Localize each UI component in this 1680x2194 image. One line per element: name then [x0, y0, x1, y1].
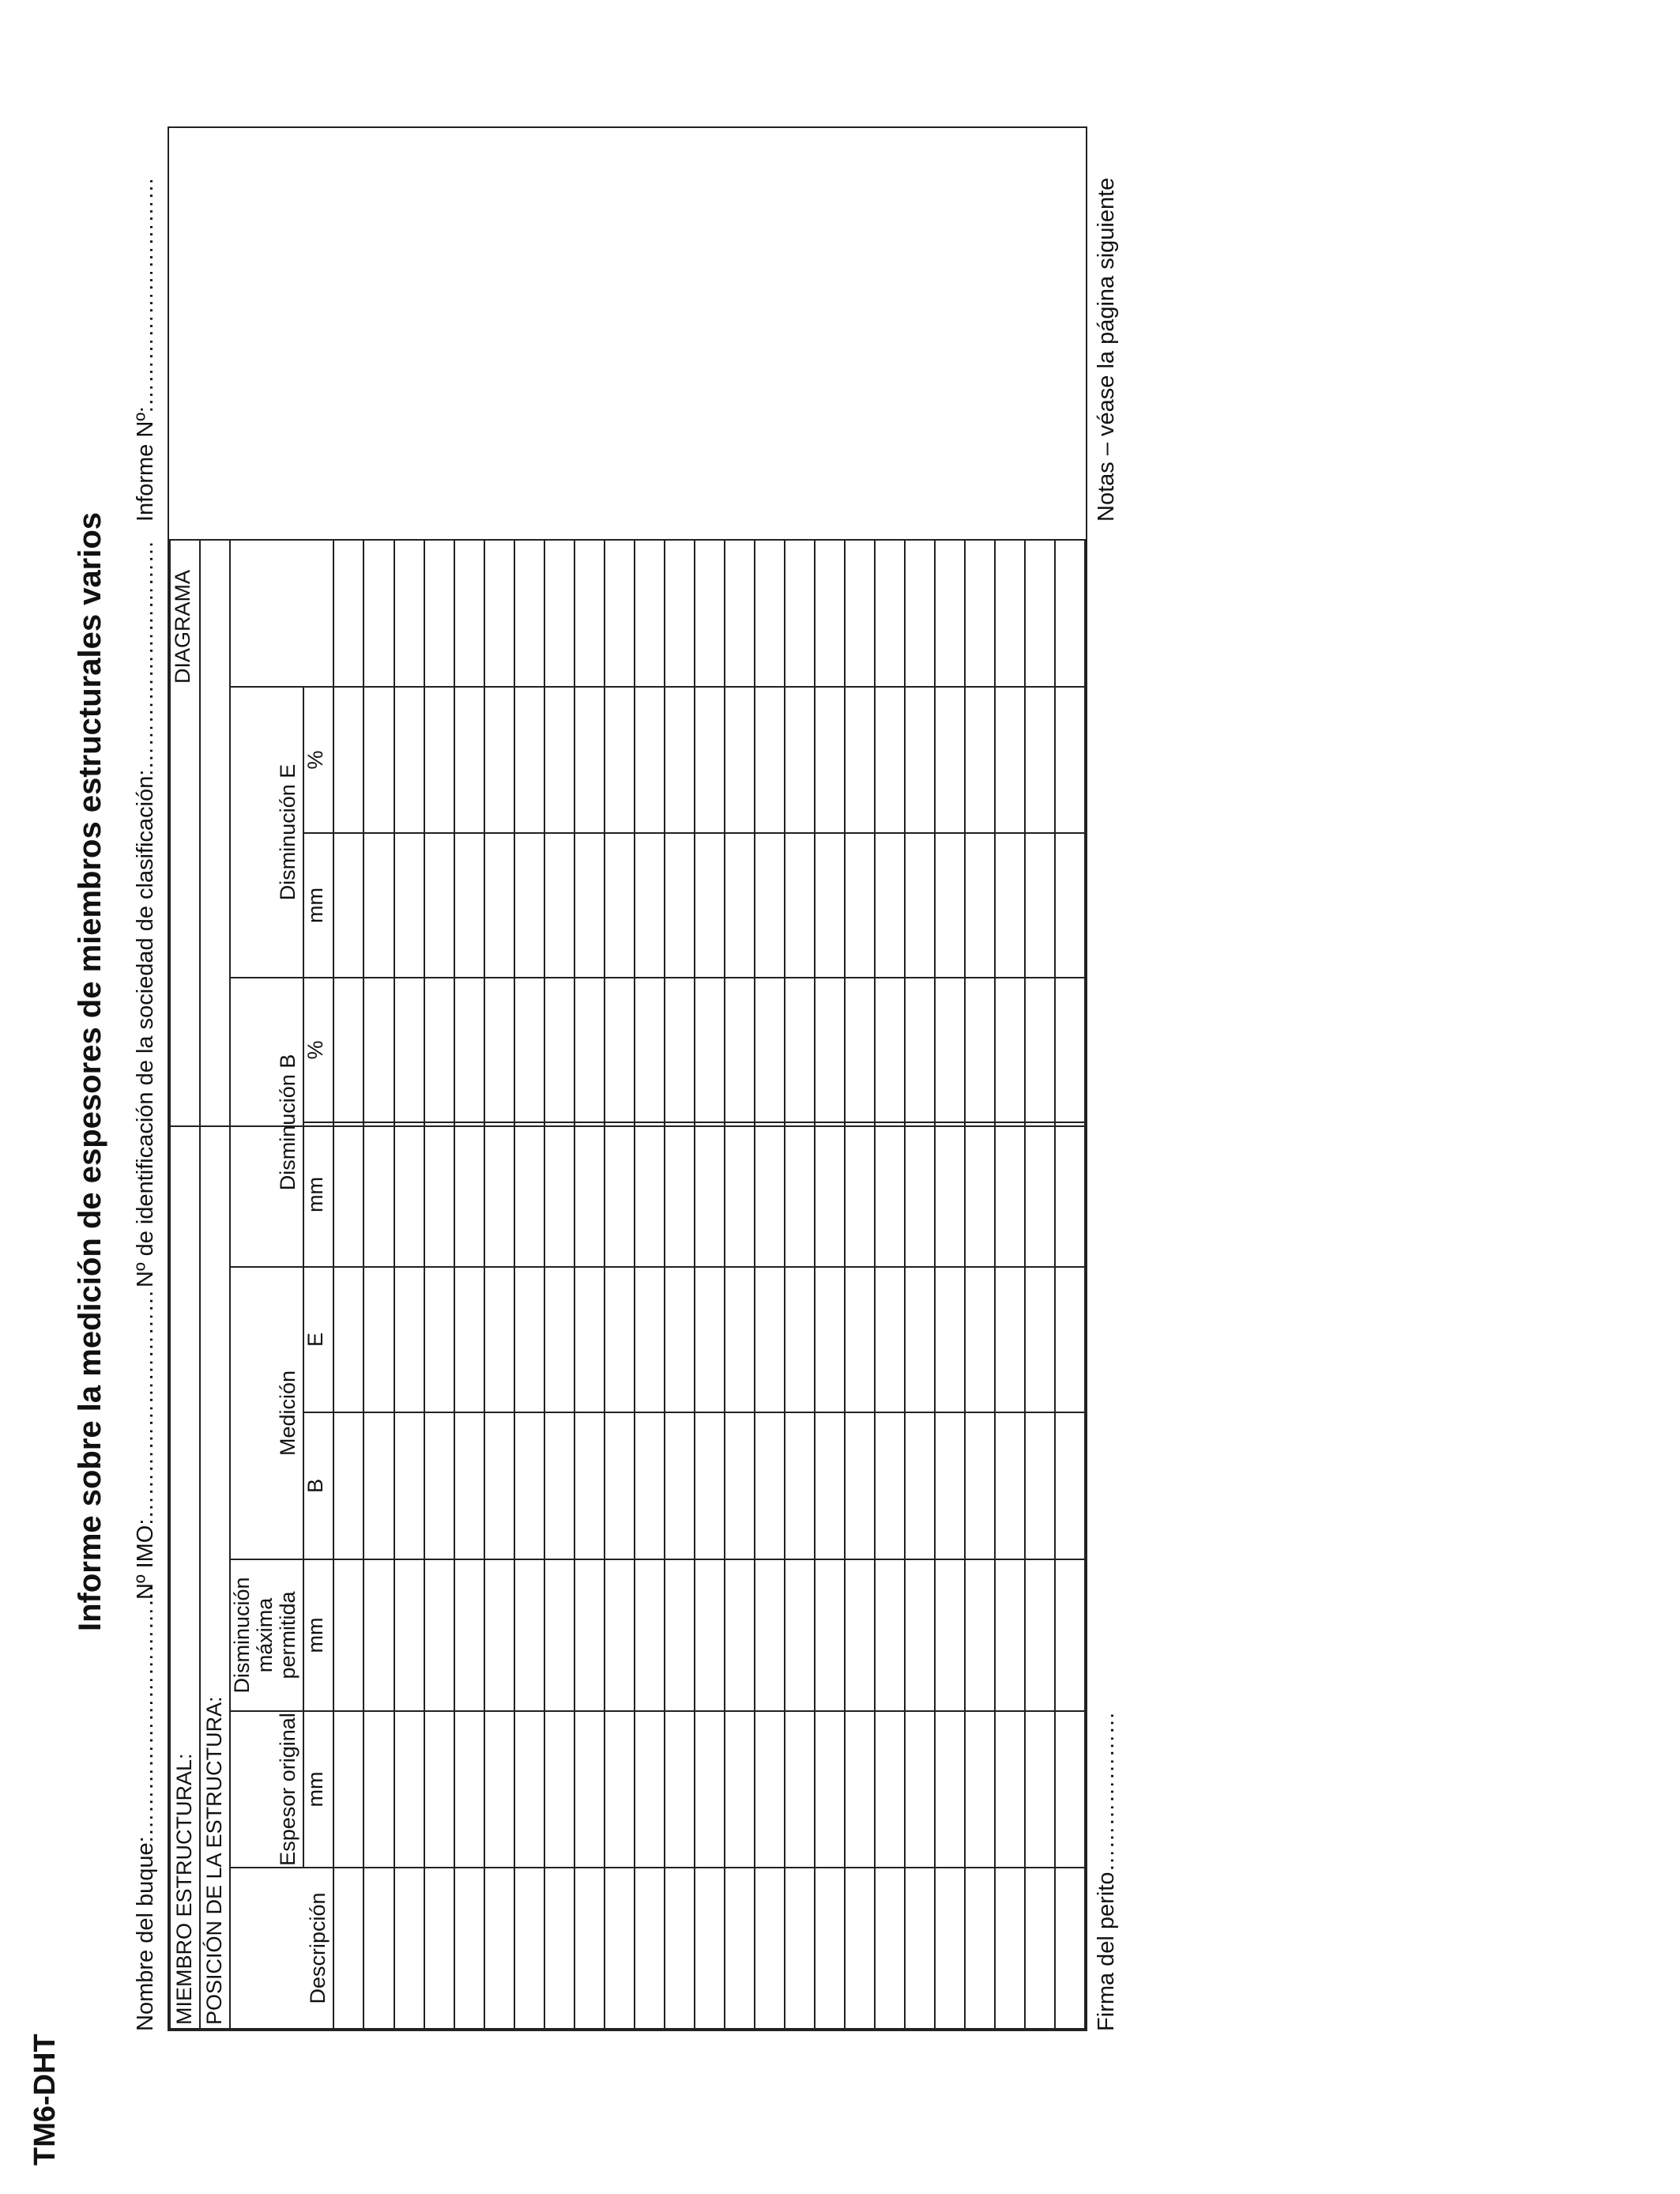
table-cell[interactable]	[574, 1711, 605, 1868]
reduction-e-header: Disminución E	[230, 687, 303, 978]
table-cell[interactable]	[815, 1711, 845, 1868]
max-reduction-unit: mm	[303, 1559, 333, 1711]
table-cell[interactable]	[424, 1559, 454, 1711]
table-cell[interactable]	[905, 1122, 935, 1267]
table-cell[interactable]	[484, 1868, 514, 2029]
table-cell[interactable]	[454, 1412, 484, 1559]
original-thickness-unit: mm	[303, 1711, 333, 1868]
table-cell[interactable]	[514, 1711, 544, 1868]
table-cell[interactable]	[363, 1122, 394, 1267]
class-id-field: Nº de identificación de la sociedad de clasificación:…………………………	[133, 540, 158, 1287]
table-cell[interactable]	[333, 1122, 363, 1267]
table-cell[interactable]	[544, 1412, 574, 1559]
table-cell[interactable]	[755, 1559, 785, 1711]
table-cell[interactable]	[755, 1267, 785, 1412]
table-cell[interactable]	[1055, 1559, 1085, 1711]
diagram-label: DIAGRAMA	[171, 569, 194, 684]
table-cell[interactable]	[725, 1267, 755, 1412]
table-cell[interactable]	[875, 1267, 905, 1412]
table-cell[interactable]	[845, 1267, 875, 1412]
table-cell[interactable]	[695, 1412, 725, 1559]
table-cell[interactable]	[785, 1711, 815, 1868]
table-cell[interactable]	[935, 1868, 965, 2029]
diagram-area	[169, 128, 1086, 1127]
table-cell[interactable]	[514, 1122, 544, 1267]
table-cell[interactable]	[454, 1122, 484, 1267]
table-cell[interactable]	[514, 1267, 544, 1412]
reduction-e-mm-subheader: mm	[303, 833, 333, 978]
reduction-b-percent-subheader: %	[303, 978, 333, 1122]
original-thickness-header: Espesor original	[230, 1711, 303, 1868]
table-cell[interactable]	[484, 1559, 514, 1711]
table-cell[interactable]	[665, 1412, 695, 1559]
table-cell[interactable]	[605, 1711, 635, 1868]
table-cell[interactable]	[965, 1122, 995, 1267]
table-cell[interactable]	[815, 1122, 845, 1267]
table-cell[interactable]	[755, 1122, 785, 1267]
table-cell[interactable]	[755, 1412, 785, 1559]
table-cell[interactable]	[605, 1412, 635, 1559]
table-cell[interactable]	[544, 1122, 574, 1267]
table-cell[interactable]	[1055, 1868, 1085, 2029]
table-cell[interactable]	[333, 1559, 363, 1711]
table-cell[interactable]	[424, 1412, 454, 1559]
table-cell[interactable]	[544, 1559, 574, 1711]
table-cell[interactable]	[965, 1412, 995, 1559]
surveyor-signature-field: Firma del perito…………………	[1094, 1711, 1119, 2031]
table-cell[interactable]	[935, 1559, 965, 1711]
table-cell[interactable]	[665, 1267, 695, 1412]
table-cell[interactable]	[635, 1412, 665, 1559]
table-cell[interactable]	[965, 1711, 995, 1868]
table-cell[interactable]	[424, 1122, 454, 1267]
table-cell[interactable]	[845, 1559, 875, 1711]
table-cell[interactable]	[394, 1122, 424, 1267]
table-cell[interactable]	[1055, 1412, 1085, 1559]
table-cell[interactable]	[1025, 1412, 1055, 1559]
structural-member-label: MIEMBRO ESTRUCTURAL:	[170, 540, 200, 2029]
structure-position-label: POSICIÓN DE LA ESTRUCTURA:	[200, 540, 230, 2029]
table-cell[interactable]	[514, 1868, 544, 2029]
table-cell[interactable]	[665, 1711, 695, 1868]
table-cell[interactable]	[454, 1559, 484, 1711]
table-cell[interactable]	[725, 1711, 755, 1868]
table-cell[interactable]	[424, 1868, 454, 2029]
table-cell[interactable]	[363, 1559, 394, 1711]
table-cell[interactable]	[665, 1122, 695, 1267]
table-cell[interactable]	[424, 1267, 454, 1412]
table-cell[interactable]	[574, 1868, 605, 2029]
table-cell[interactable]	[605, 1267, 635, 1412]
table-cell[interactable]	[574, 1412, 605, 1559]
table-cell[interactable]	[695, 1868, 725, 2029]
reduction-e-percent-subheader: %	[303, 687, 333, 833]
table-cell[interactable]	[574, 1267, 605, 1412]
table-cell[interactable]	[1025, 1122, 1055, 1267]
table-cell[interactable]	[635, 1267, 665, 1412]
table-cell[interactable]	[905, 1412, 935, 1559]
table-cell[interactable]	[815, 1267, 845, 1412]
table-cell[interactable]	[905, 1868, 935, 2029]
reduction-b-header: Disminución B	[230, 978, 303, 1267]
table-cell[interactable]	[1025, 1711, 1055, 1868]
table-cell[interactable]	[965, 1868, 995, 2029]
table-cell[interactable]	[1025, 1868, 1055, 2029]
imo-field: Nº IMO:…………………………	[133, 1289, 158, 1600]
table-cell[interactable]	[363, 1267, 394, 1412]
table-cell[interactable]	[454, 1267, 484, 1412]
reduction-b-mm-subheader: mm	[303, 1122, 333, 1267]
table-cell[interactable]	[605, 1122, 635, 1267]
table-cell[interactable]	[965, 1267, 995, 1412]
table-cell[interactable]	[695, 1267, 725, 1412]
table-cell[interactable]	[725, 1559, 755, 1711]
table-cell[interactable]	[514, 1412, 544, 1559]
table-cell[interactable]	[484, 1711, 514, 1868]
table-cell[interactable]	[845, 1868, 875, 2029]
table-cell[interactable]	[1025, 1267, 1055, 1412]
table-cell[interactable]	[363, 1711, 394, 1868]
form-code: TM6-DHT	[28, 2034, 62, 2166]
table-cell[interactable]	[424, 1711, 454, 1868]
table-cell[interactable]	[875, 1868, 905, 2029]
table-cell[interactable]	[785, 1868, 815, 2029]
table-cell[interactable]	[394, 1412, 424, 1559]
table-cell[interactable]	[995, 1412, 1025, 1559]
table-cell[interactable]	[815, 1412, 845, 1559]
table-cell[interactable]	[665, 1868, 695, 2029]
table-cell[interactable]	[394, 1559, 424, 1711]
table-cell[interactable]	[815, 1868, 845, 2029]
table-cell[interactable]	[484, 1267, 514, 1412]
table-cell[interactable]	[394, 1868, 424, 2029]
notes-reference: Notas – véase la página siguiente	[1094, 177, 1119, 522]
table-cell[interactable]	[333, 1868, 363, 2029]
measurement-form	[168, 126, 1087, 2031]
table-cell[interactable]	[755, 1711, 785, 1868]
table-cell[interactable]	[965, 1559, 995, 1711]
table-cell[interactable]	[363, 1868, 394, 2029]
table-cell[interactable]	[935, 1412, 965, 1559]
table-cell[interactable]	[665, 1559, 695, 1711]
table-cell[interactable]	[574, 1559, 605, 1711]
table-cell[interactable]	[725, 1412, 755, 1559]
table-cell[interactable]	[725, 1122, 755, 1267]
table-cell[interactable]	[995, 1559, 1025, 1711]
table-cell[interactable]	[845, 1711, 875, 1868]
table-cell[interactable]	[333, 1711, 363, 1868]
table-cell[interactable]	[514, 1559, 544, 1711]
table-cell[interactable]	[544, 1868, 574, 2029]
measurement-header: Medición	[230, 1267, 303, 1559]
table-cell[interactable]	[815, 1559, 845, 1711]
table-cell[interactable]	[755, 1868, 785, 2029]
measurement-b-subheader: B	[303, 1412, 333, 1559]
table-cell[interactable]	[905, 1559, 935, 1711]
table-cell[interactable]	[394, 1711, 424, 1868]
table-cell[interactable]	[935, 1711, 965, 1868]
table-cell[interactable]	[845, 1412, 875, 1559]
ship-name-field: Nombre del buque:……………………………	[133, 1584, 158, 2031]
table-cell[interactable]	[785, 1267, 815, 1412]
table-cell[interactable]	[484, 1412, 514, 1559]
table-cell[interactable]	[875, 1122, 905, 1267]
table-cell[interactable]	[995, 1267, 1025, 1412]
description-header: Descripción	[230, 1868, 333, 2029]
table-cell[interactable]	[544, 1267, 574, 1412]
table-cell[interactable]	[935, 1267, 965, 1412]
page-title: Informe sobre la medición de espesores de miembros estructurales varios	[73, 511, 107, 1632]
table-cell[interactable]	[1025, 1559, 1055, 1711]
table-cell[interactable]	[574, 1122, 605, 1267]
table-cell[interactable]	[785, 1122, 815, 1267]
table-cell[interactable]	[635, 1559, 665, 1711]
table-cell[interactable]	[635, 1122, 665, 1267]
table-cell[interactable]	[695, 1559, 725, 1711]
table-cell[interactable]	[544, 1711, 574, 1868]
table-cell[interactable]	[394, 1267, 424, 1412]
table-cell[interactable]	[905, 1267, 935, 1412]
table-cell[interactable]	[1055, 1267, 1085, 1412]
table-cell[interactable]	[875, 1412, 905, 1559]
table-cell[interactable]	[333, 1412, 363, 1559]
table-cell[interactable]	[484, 1122, 514, 1267]
table-cell[interactable]	[454, 1868, 484, 2029]
table-cell[interactable]	[935, 1122, 965, 1267]
table-cell[interactable]	[785, 1559, 815, 1711]
table-cell[interactable]	[605, 1559, 635, 1711]
measurement-e-subheader: E	[303, 1267, 333, 1412]
table-cell[interactable]	[363, 1412, 394, 1559]
table-cell[interactable]	[454, 1711, 484, 1868]
table-cell[interactable]	[785, 1412, 815, 1559]
table-cell[interactable]	[995, 1711, 1025, 1868]
table-cell[interactable]	[905, 1711, 935, 1868]
table-cell[interactable]	[725, 1868, 755, 2029]
table-cell[interactable]	[845, 1122, 875, 1267]
report-number-field: Informe Nº:…………………………	[133, 177, 158, 522]
max-reduction-header: Disminución máxima permitida	[230, 1559, 303, 1711]
table-cell[interactable]	[995, 1868, 1025, 2029]
table-cell[interactable]	[695, 1122, 725, 1267]
table-cell[interactable]	[1055, 1122, 1085, 1267]
table-cell[interactable]	[333, 1267, 363, 1412]
table-cell[interactable]	[875, 1711, 905, 1868]
table-cell[interactable]	[995, 1122, 1025, 1267]
table-cell[interactable]	[875, 1559, 905, 1711]
table-cell[interactable]	[695, 1711, 725, 1868]
table-cell[interactable]	[635, 1711, 665, 1868]
table-cell[interactable]	[635, 1868, 665, 2029]
table-cell[interactable]	[1055, 1711, 1085, 1868]
table-cell[interactable]	[605, 1868, 635, 2029]
